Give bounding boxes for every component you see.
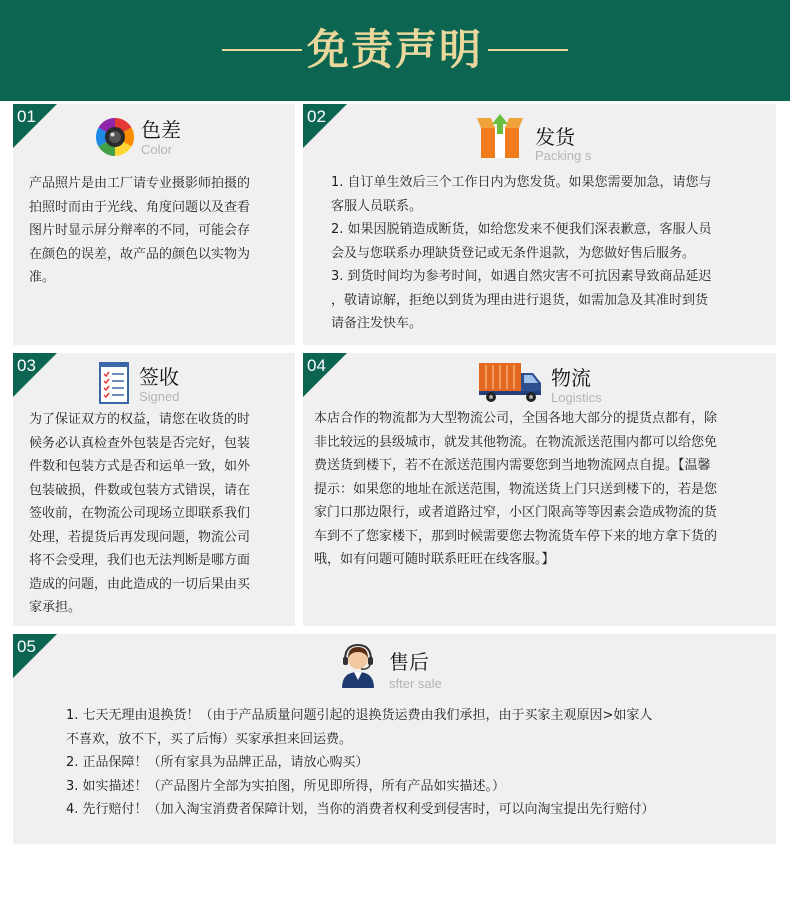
body-line: 3. 到货时间均为参考时间，如遇自然灾害不可抗因素导致商品延迟 (331, 269, 712, 284)
page-title: 免责声明 (306, 25, 483, 74)
body-line: 2. 如果因脱销造成断货，如给您发来不便我们深表歉意，客服人员 (331, 222, 712, 237)
body-line: 图片时显示屏分辩率的不同，可能会存 (29, 223, 251, 238)
body-line: 家承担。 (29, 600, 82, 615)
body-line: 家门口那边限行，或者道路过窄，小区门限高等等因素会造成物流的货 (314, 505, 718, 520)
body-line: 费送货到楼下，若不在派送范围内需要您到当地物流网点自提。【温馨 (314, 458, 711, 473)
section-body (314, 407, 774, 572)
section-after-sale (13, 634, 776, 844)
section-signed (13, 353, 295, 626)
package-box-icon (473, 114, 527, 160)
section-title: 色差 (141, 118, 181, 142)
body-line: 提示：如果您的地址在派送范围，物流送货上门只送到楼下的，若是您 (314, 481, 718, 497)
section-subtitle: Logistics (551, 390, 602, 405)
customer-service-headset-icon (337, 642, 379, 688)
section-body (29, 408, 291, 620)
delivery-truck-icon (477, 361, 545, 403)
body-line: 签收前，在物流公司现场立即联系我们 (29, 506, 251, 521)
body-line: 2. 正品保障！（所有家具为品牌正品，请放心购买） (66, 755, 369, 770)
body-line: 1. 自订单生效后三个工作日内为您发货。如果您需要加急，请您与 (331, 175, 712, 190)
checklist-icon (99, 361, 129, 405)
body-line: 在颜色的误差，故产品的颜色以实物为 (29, 246, 251, 262)
body-line: 产品照片是由工厂请专业摄影师拍摄的 (29, 176, 251, 191)
body-line: 处理，若提货后再发现问题，物流公司 (29, 529, 251, 545)
body-line: 造成的问题，由此造成的一切后果由买 (29, 576, 251, 592)
body-line: 车到不了您家楼下，那到时候需要您去物流货车停下来的地方拿下货的 (314, 528, 718, 544)
section-body (331, 171, 771, 336)
section-subtitle: Signed (139, 389, 180, 404)
body-line: 本店合作的物流都为大型物流公司，全国各地大部分的提货点都有，除 (314, 411, 718, 426)
section-number: 01 (17, 107, 36, 126)
body-line: 件数和包装方式是否和运单一致，如外 (29, 459, 251, 474)
section-number: 02 (307, 107, 326, 126)
header-banner (0, 0, 790, 101)
section-logistics (303, 353, 776, 626)
section-subtitle: sfter sale (389, 676, 442, 691)
body-line: ，敬请谅解，拒绝以到货为理由进行退货，如需加急及其准时到货 (331, 292, 709, 308)
title-decor-line-right (488, 49, 568, 51)
section-subtitle: Packing s (535, 148, 592, 163)
section-body (66, 704, 772, 822)
title-decor-line-left (222, 49, 302, 51)
body-line: 不喜欢，放不下，买了后悔）买家承担来回运费。 (66, 731, 353, 747)
body-line: 请备注发快车。 (331, 316, 423, 331)
camera-aperture-icon (95, 117, 135, 157)
body-line: 为了保证双方的权益，请您在收货的时 (29, 412, 251, 427)
body-line: 4. 先行赔付！（加入淘宝消费者保障计划，当你的消费者权利受到侵害时，可以向淘宝提出先行赔付） (66, 802, 655, 817)
section-body (29, 172, 291, 290)
section-subtitle: Color (141, 142, 173, 157)
section-title: 签收 (139, 365, 179, 389)
body-line: 1. 七天无理由退换货！（由于产品质量问题引起的退换货运费由我们承担，由于买家主观原因>如家人 (66, 708, 653, 723)
section-title: 物流 (551, 366, 591, 390)
body-line: 准。 (29, 270, 56, 285)
section-number: 05 (17, 637, 36, 656)
body-line: 非比较远的县级城市，就发其他物流。在物流派送范围内都可以给您免 (314, 434, 718, 450)
body-line: 会及与您联系办理缺货登记或无条件退款，为您做好售后服务。 (331, 245, 696, 261)
body-line: 将不会受理，我们也无法判断是哪方面 (29, 553, 251, 568)
body-line: 3. 如实描述！（产品图片全部为实拍图，所见即所得，所有产品如实描述。） (66, 778, 506, 794)
section-title: 发货 (535, 125, 575, 149)
body-line: 哦，如有问题可随时联系旺旺在线客服。】 (314, 552, 555, 567)
section-number: 04 (307, 356, 326, 375)
body-line: 客服人员联系。 (331, 198, 423, 214)
body-line: 拍照时而由于光线、角度问题以及查看 (29, 199, 251, 215)
body-line: 候务必认真检查外包装是否完好，包装 (29, 435, 251, 451)
section-number: 03 (17, 356, 36, 375)
section-title: 售后 (389, 650, 429, 674)
section-packing (303, 104, 776, 345)
section-color (13, 104, 295, 345)
body-line: 包装破损，件数或包装方式错误，请在 (29, 482, 251, 498)
